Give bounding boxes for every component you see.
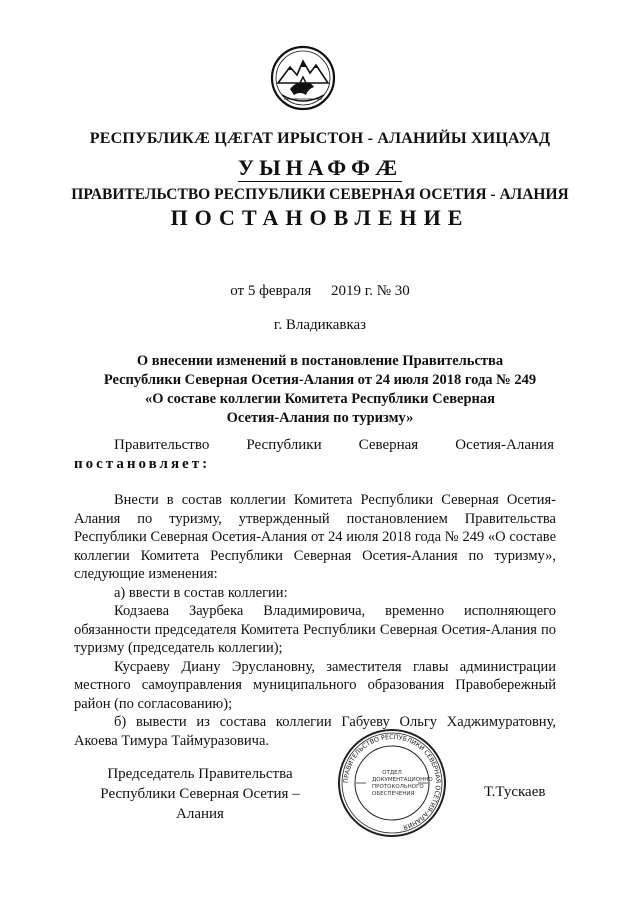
document-year: 2019 г. <box>330 283 373 299</box>
body-paragraph: а) ввести в состав коллегии: <box>114 584 288 601</box>
document-body <box>74 491 556 750</box>
city: г. Владикавказ <box>273 317 367 333</box>
preamble <box>114 437 554 454</box>
seal-center-text <box>372 770 433 798</box>
body-paragraph: Кусраеву Диану Эруслановну, заместителя главы администрации местного самоуправления муниципального образования Правобережный район (по согласованию); <box>74 658 556 712</box>
subject-line: «О составе коллегии Комитета Республики Северная <box>145 391 495 407</box>
seal-line: ОБЕСПЕЧЕНИЯ <box>372 791 415 797</box>
body-paragraph: Кодзаева Заурбека Владимировича, временно исполняющего обязанности председателя Комитета Республики Северная Осетия-Алания по туризму (председатель коллегии); <box>74 603 556 656</box>
ossetian-republic-heading: РЕСПУБЛИКӔ ЦӔГАТ ИРЫСТОН - АЛАНИЙЫ ХИЦАУАД <box>89 130 551 147</box>
decree-word: постановляет: <box>74 456 211 472</box>
document-type-heading: ПОСТАНОВЛЕНИЕ <box>170 205 470 230</box>
body-paragraph: б) вывести из состава коллегии Габуеву Ольгу Хаджимуратовну, Акоева Тимура Таймуразовича. <box>74 714 556 749</box>
document-date: 5 февраля <box>247 283 312 299</box>
date-prefix: от <box>230 283 245 299</box>
subject-line: Осетия-Алания по туризму» <box>226 410 414 426</box>
seal-line: ПРОТОКОЛЬНОГО <box>372 784 424 790</box>
russian-government-heading: ПРАВИТЕЛЬСТВО РЕСПУБЛИКИ СЕВЕРНАЯ ОСЕТИЯ - АЛАНИЯ <box>71 186 569 203</box>
signatory-title-line: Председатель Правительства <box>107 766 293 782</box>
ossetian-document-title <box>0 155 640 181</box>
ossetian-title-text: УЫНАФФӔ <box>237 155 403 180</box>
preamble-word: Осетия-Алания <box>455 437 554 453</box>
document-subject <box>60 352 580 428</box>
coat-of-arms-emblem <box>270 45 336 111</box>
body-paragraph: Внести в состав коллегии Комитета Республики Северная Осетия-Алания по туризму, утвержденный постановлением Правительства Республики Северная Осетия-Алания от 24 июля 2018 года № 249 «О составе коллегии Комитета Республики Северная Осетия-Алания по туризму», следующие изменения: <box>74 492 556 582</box>
seal-ring-text: ПРАВИТЕЛЬСТВО РЕСПУБЛИКИ СЕВЕРНАЯ ОСЕТИЯ-АЛАНИЯ <box>342 733 442 831</box>
preamble-word: Северная <box>358 437 419 453</box>
signatory-title-line: Республики Северная Осетия – Алания <box>100 786 300 822</box>
document-number: № 30 <box>376 283 410 299</box>
signatory-title <box>76 764 324 824</box>
subject-line: О внесении изменений в постановление Правительства <box>136 353 504 369</box>
date-line <box>0 283 640 300</box>
seal-line: ОТДЕЛ <box>382 770 402 776</box>
preamble-word: Республики <box>246 437 322 453</box>
seal-line: ДОКУМЕНТАЦИОННО <box>372 777 433 783</box>
preamble-word: Правительство <box>114 437 210 453</box>
subject-line: Республики Северная Осетия-Алания от 24 июля 2018 года № 249 <box>103 372 537 388</box>
signatory-name: Т.Тускаев <box>484 784 546 800</box>
